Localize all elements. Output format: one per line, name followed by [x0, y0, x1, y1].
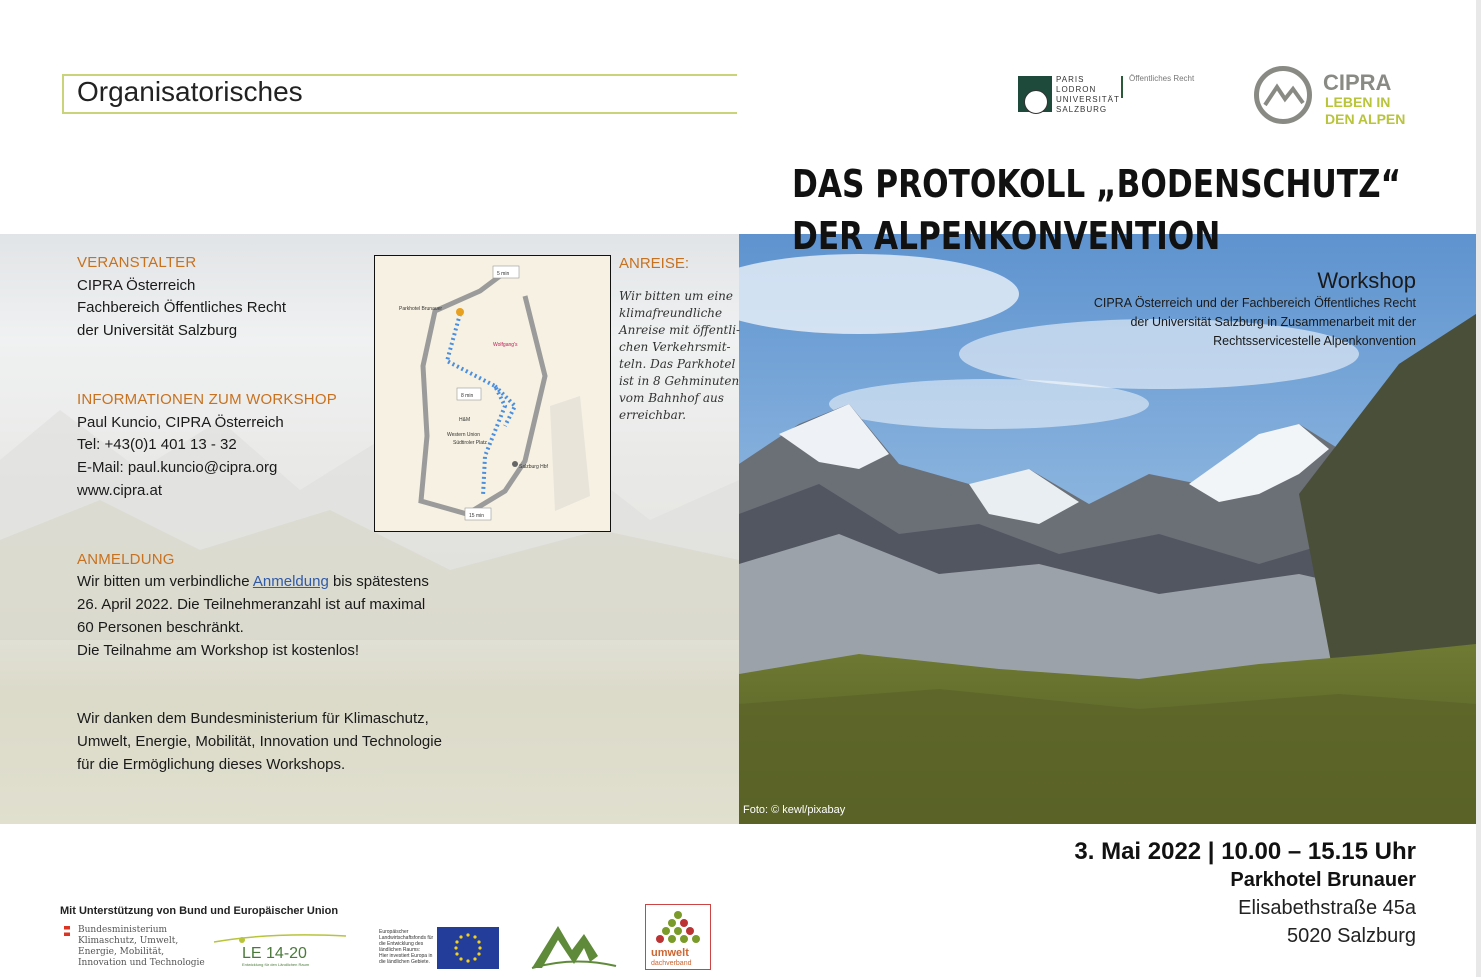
anreise-line: chen Verkehrsmit-: [619, 340, 731, 354]
veranstalter-line: Fachbereich Öffentliches Recht: [77, 299, 286, 316]
veranstalter-line: der Universität Salzburg: [77, 322, 238, 339]
anmeldung-text: Wir bitten um verbindliche: [77, 573, 253, 590]
info-line: Paul Kuncio, CIPRA Österreich: [77, 414, 284, 431]
event-city: 5020 Salzburg: [1287, 925, 1416, 947]
le-sub: Entwicklung für den Ländlichen Raum: [242, 962, 310, 967]
anmeldung-line: Die Teilnahme am Workshop ist kostenlos!: [77, 642, 360, 659]
anreise-line: teln. Das Parkhotel: [619, 357, 736, 371]
map-label: Parkhotel Brunauer: [399, 306, 443, 312]
info-phone: Tel: +43(0)1 401 13 - 32: [77, 436, 237, 453]
scrollbar-track[interactable]: [1476, 0, 1481, 977]
map-label: 15 min: [469, 513, 485, 519]
university-name: [1056, 75, 1120, 115]
veranstalter-heading: VERANSTALTER: [77, 254, 197, 271]
bmk-text: Energie, Mobilität,: [78, 947, 165, 957]
eu-text: die ländlichen Gebiete.: [379, 959, 430, 965]
umwelt-label: umwelt: [651, 947, 689, 959]
page-title: Organisatorisches: [77, 76, 303, 107]
map-label: 8 min: [461, 393, 474, 399]
bmk-text: Innovation und Technologie: [78, 958, 205, 968]
veranstalter-line: CIPRA Österreich: [77, 277, 196, 294]
map-label: H&M: [459, 417, 471, 423]
map-label: Salzburg Hbf: [519, 464, 548, 470]
logo-divider: [1121, 76, 1123, 98]
eu-text: Landwirtschaftsfonds für: [379, 935, 434, 941]
info-heading: INFORMATIONEN ZUM WORKSHOP: [77, 391, 337, 408]
anmeldung-line: 26. April 2022. Die Teilnehmeranzahl ist auf maximal: [77, 596, 426, 613]
workshop-label: Workshop: [1317, 268, 1416, 293]
anreise-heading: ANREISE:: [619, 255, 690, 272]
eu-text: Europäischer: [379, 929, 409, 935]
support-line: Mit Unterstützung von Bund und Europäischer Union: [60, 905, 339, 917]
anreise-line: vom Bahnhof aus: [619, 391, 724, 405]
info-email: E-Mail: paul.kuncio@cipra.org: [77, 459, 278, 476]
photo-credit: Foto: © kewl/pixabay: [743, 804, 846, 816]
anmeldung-heading: ANMELDUNG: [77, 551, 175, 568]
alpine-association-logo: [528, 916, 620, 972]
info-website: www.cipra.at: [77, 482, 163, 499]
anreise-line: klimafreundliche: [619, 306, 723, 320]
anreise-line: erreichbar.: [619, 408, 687, 422]
eu-text: Hier investiert Europa in: [379, 953, 433, 959]
workshop-subtitle-line: Rechtsservicestelle Alpenkonvention: [1213, 334, 1416, 348]
bmk-text: Bundesministerium: [78, 925, 168, 935]
anreise-line: Anreise mit öffentli-: [619, 323, 741, 337]
main-title-line-1: DAS PROTOKOLL „BODENSCHUTZ“: [792, 162, 1402, 206]
map-label: 5 min: [497, 271, 510, 277]
austria-flag-icon: [64, 926, 70, 936]
le-label: LE 14-20: [242, 945, 307, 962]
bmk-text: Klimaschutz, Umwelt,: [78, 936, 179, 946]
route-map: [374, 255, 611, 532]
event-date-time: 3. Mai 2022 | 10.00 – 15.15 Uhr: [1074, 838, 1416, 865]
thanks-line: Wir danken dem Bundesministerium für Klimaschutz,: [77, 710, 429, 727]
eu-text: ländlichen Raums:: [379, 947, 421, 953]
cipra-tagline: DEN ALPEN: [1325, 111, 1406, 127]
workshop-subtitle-line: CIPRA Österreich und der Fachbereich Öffentliches Recht: [1093, 296, 1416, 310]
anreise-line: Wir bitten um eine: [619, 289, 734, 303]
map-label: Wolfgang's: [493, 342, 518, 348]
university-name-line: PARIS: [1056, 75, 1085, 84]
eu-text: die Entwicklung des: [379, 941, 424, 947]
event-venue: Parkhotel Brunauer: [1230, 869, 1416, 891]
cipra-name: CIPRA: [1323, 70, 1392, 95]
anreise-line: ist in 8 Gehminuten: [619, 374, 740, 388]
anmeldung-line: [77, 573, 429, 590]
department-label: Öffentliches Recht: [1129, 74, 1195, 83]
le-14-20-logo: [212, 932, 347, 968]
university-seal-icon: [1024, 90, 1048, 114]
anmeldung-link[interactable]: Anmeldung: [252, 573, 329, 590]
event-street: Elisabethstraße 45a: [1238, 897, 1416, 919]
main-title-line-2: DER ALPENKONVENTION: [792, 214, 1221, 258]
anmeldung-text: bis spätestens: [328, 573, 429, 590]
map-label: Südtiroler Platz: [453, 440, 487, 446]
cipra-logo-icon: [1254, 66, 1312, 124]
cipra-tagline: LEBEN IN: [1325, 94, 1391, 110]
thanks-line: für die Ermöglichung dieses Workshops.: [77, 756, 346, 773]
workshop-subtitle-line: der Universität Salzburg in Zusammenarbeit mit der: [1130, 315, 1416, 329]
university-name-line: UNIVERSITÄT: [1056, 95, 1120, 104]
anmeldung-line: 60 Personen beschränkt.: [77, 619, 244, 636]
umwelt-sub-label: dachverband: [651, 960, 692, 967]
eu-flag-icon: [437, 927, 499, 969]
university-name-line: SALZBURG: [1056, 105, 1108, 114]
map-label: Western Union: [447, 432, 480, 438]
university-name-line: LODRON: [1056, 85, 1097, 94]
thanks-line: Umwelt, Energie, Mobilität, Innovation und Technologie: [77, 733, 442, 750]
